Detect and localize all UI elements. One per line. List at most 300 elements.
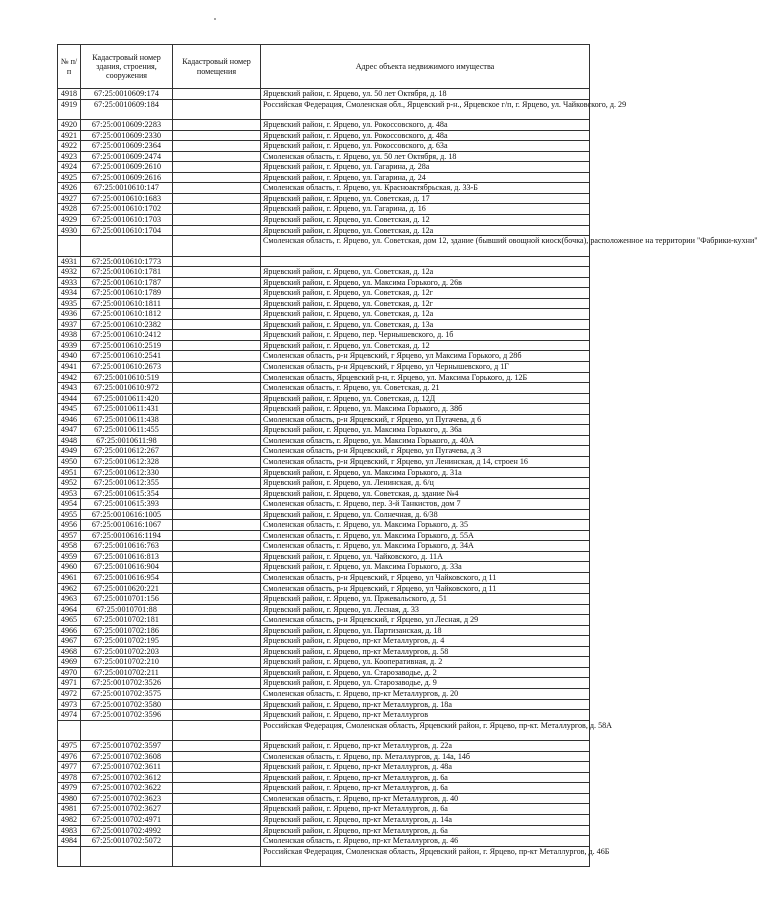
cadastral-building: 67:25:0010610:147 bbox=[81, 183, 173, 194]
cadastral-building: 67:25:0010609:2474 bbox=[81, 151, 173, 162]
row-number: 4964 bbox=[58, 604, 81, 615]
row-number: 4942 bbox=[58, 372, 81, 383]
row-number: 4926 bbox=[58, 183, 81, 194]
address: Ярцевский район, г. Ярцево, ул. Максима Горького, д. 26в bbox=[261, 277, 590, 288]
cadastral-room bbox=[173, 509, 261, 520]
row-number: 4943 bbox=[58, 383, 81, 394]
cadastral-building: 67:25:0010610:1683 bbox=[81, 193, 173, 204]
table-row bbox=[58, 720, 590, 741]
address: Ярцевский район, г. Ярцево, ул. Гагарина, д. 16 bbox=[261, 204, 590, 215]
row-number: 4983 bbox=[58, 825, 81, 836]
cadastral-building: 67:25:0010620:221 bbox=[81, 583, 173, 594]
table-body bbox=[58, 89, 758, 867]
cadastral-room bbox=[173, 456, 261, 467]
cadastral-room bbox=[173, 499, 261, 510]
table-row bbox=[58, 340, 590, 351]
table-row bbox=[58, 256, 590, 267]
cadastral-building: 67:25:0010611:420 bbox=[81, 393, 173, 404]
address: Смоленская область, г. Ярцево, пр. Металлургов, д. 14а, 14б bbox=[261, 751, 590, 762]
address: Смоленская область, г. Ярцево, ул. Максима Горького, д. 55А bbox=[261, 530, 590, 541]
row-number bbox=[58, 236, 81, 257]
row-number: 4972 bbox=[58, 688, 81, 699]
table-row bbox=[58, 551, 590, 562]
row-number: 4958 bbox=[58, 541, 81, 552]
cadastral-room bbox=[173, 636, 261, 647]
row-number: 4956 bbox=[58, 520, 81, 531]
table-row bbox=[58, 741, 590, 752]
address: Смоленская область, г. Ярцево, пр-кт Металлургов, д. 40 bbox=[261, 793, 590, 804]
row-number: 4969 bbox=[58, 657, 81, 668]
table-row bbox=[58, 699, 590, 710]
cadastral-room bbox=[173, 446, 261, 457]
table-row bbox=[58, 825, 590, 836]
row-number: 4920 bbox=[58, 120, 81, 131]
address: Ярцевский район, г. Ярцево, ул. Рокоссовского, д. 48а bbox=[261, 130, 590, 141]
row-number: 4977 bbox=[58, 762, 81, 773]
cadastral-building: 67:25:0010702:4971 bbox=[81, 814, 173, 825]
cadastral-room bbox=[173, 425, 261, 436]
cadastral-room bbox=[173, 520, 261, 531]
cadastral-room bbox=[173, 762, 261, 773]
address: Ярцевский район, г. Ярцево, ул. Советская, д. 17 bbox=[261, 193, 590, 204]
cadastral-room bbox=[173, 277, 261, 288]
row-number: 4984 bbox=[58, 836, 81, 847]
address: Ярцевский район, г. Ярцево, пр-кт Металлургов, д. 4 bbox=[261, 636, 590, 647]
cadastral-room bbox=[173, 678, 261, 689]
cadastral-building: 67:25:0010702:4992 bbox=[81, 825, 173, 836]
cadastral-building: 67:25:0010702:186 bbox=[81, 625, 173, 636]
cadastral-room bbox=[173, 836, 261, 847]
table-row bbox=[58, 667, 590, 678]
address: Ярцевский район, г. Ярцево, пр-кт Металлургов, д. 6а bbox=[261, 772, 590, 783]
cadastral-building: 67:25:0010610:1704 bbox=[81, 225, 173, 236]
address: Ярцевский район, г. Ярцево, ул. Советская, д. 12г bbox=[261, 298, 590, 309]
cadastral-building: 67:25:0010702:3622 bbox=[81, 783, 173, 794]
row-number: 4951 bbox=[58, 467, 81, 478]
cadastral-room bbox=[173, 541, 261, 552]
row-number: 4939 bbox=[58, 340, 81, 351]
cadastral-room bbox=[173, 256, 261, 267]
address: Ярцевский район, г. Ярцево, ул. Старозаводье, д. 2 bbox=[261, 667, 590, 678]
cadastral-room bbox=[173, 615, 261, 626]
address: Смоленская область, р-н Ярцевский, г Ярцево, ул Чернышевского, д 1Г bbox=[261, 362, 590, 373]
table-row bbox=[58, 435, 590, 446]
address: Российская Федерация, Смоленская область, Ярцевский район, г. Ярцево, пр-кт Металлургов, д. 46Б bbox=[261, 846, 590, 867]
cadastral-building: 67:25:0010610:1781 bbox=[81, 267, 173, 278]
address: Смоленская область, г. Ярцево, ул. 50 лет Октября, д. 18 bbox=[261, 151, 590, 162]
row-number bbox=[58, 720, 81, 741]
address: Ярцевский район, г. Ярцево, ул. Максима Горького, д. 38б bbox=[261, 404, 590, 415]
table-row bbox=[58, 162, 590, 173]
cadastral-building: 67:25:0010702:203 bbox=[81, 646, 173, 657]
cadastral-room bbox=[173, 562, 261, 573]
table-row bbox=[58, 678, 590, 689]
cadastral-building: 67:25:0010610:2382 bbox=[81, 319, 173, 330]
cadastral-room bbox=[173, 151, 261, 162]
address: Смоленская область, г. Ярцево, пер. 3-й Танкистов, дом 7 bbox=[261, 499, 590, 510]
cadastral-building: 67:25:0010701:88 bbox=[81, 604, 173, 615]
row-number: 4934 bbox=[58, 288, 81, 299]
cadastral-building: 67:25:0010702:211 bbox=[81, 667, 173, 678]
table-row bbox=[58, 530, 590, 541]
row-number: 4963 bbox=[58, 594, 81, 605]
row-number: 4924 bbox=[58, 162, 81, 173]
table-row bbox=[58, 804, 590, 815]
row-number: 4927 bbox=[58, 193, 81, 204]
address: Смоленская область, г. Ярцево, ул. Красноактябрьская, д. 33-Б bbox=[261, 183, 590, 194]
cadastral-room bbox=[173, 572, 261, 583]
property-register-table bbox=[57, 44, 758, 867]
cadastral-building: 67:25:0010702:3596 bbox=[81, 710, 173, 721]
table-row bbox=[58, 225, 590, 236]
row-number: 4980 bbox=[58, 793, 81, 804]
address: Ярцевский район, г. Ярцево, ул. Старозаводье, д. 9 bbox=[261, 678, 590, 689]
cadastral-room bbox=[173, 604, 261, 615]
row-number: 4944 bbox=[58, 393, 81, 404]
cadastral-room bbox=[173, 710, 261, 721]
address: Ярцевский район, г. Ярцево, ул. Советская, д. здание №4 bbox=[261, 488, 590, 499]
table-row bbox=[58, 751, 590, 762]
row-number: 4945 bbox=[58, 404, 81, 415]
header-number: № п/п bbox=[58, 45, 81, 89]
row-number: 4930 bbox=[58, 225, 81, 236]
cadastral-building: 67:25:0010616:954 bbox=[81, 572, 173, 583]
row-number: 4941 bbox=[58, 362, 81, 373]
table-row bbox=[58, 488, 590, 499]
row-number: 4952 bbox=[58, 478, 81, 489]
address: Ярцевский район, г. Ярцево, ул. Лесная, д. 33 bbox=[261, 604, 590, 615]
cadastral-building: 67:25:0010702:3580 bbox=[81, 699, 173, 710]
table-row bbox=[58, 89, 590, 100]
row-number: 4955 bbox=[58, 509, 81, 520]
row-number: 4935 bbox=[58, 298, 81, 309]
cadastral-room bbox=[173, 162, 261, 173]
cadastral-building: 67:25:0010612:267 bbox=[81, 446, 173, 457]
cadastral-room bbox=[173, 393, 261, 404]
cadastral-building: 67:25:0010616:1194 bbox=[81, 530, 173, 541]
address: Ярцевский район, г. Ярцево, пр-кт Металлургов bbox=[261, 710, 590, 721]
table-row bbox=[58, 509, 590, 520]
cadastral-building: 67:25:0010610:519 bbox=[81, 372, 173, 383]
table-row bbox=[58, 362, 590, 373]
table-row bbox=[58, 562, 590, 573]
cadastral-building: 67:25:0010609:2364 bbox=[81, 141, 173, 152]
cadastral-room bbox=[173, 594, 261, 605]
cadastral-building: 67:25:0010609:174 bbox=[81, 89, 173, 100]
address: Ярцевский район, г. Ярцево, пр-кт Металлургов, д. 6а bbox=[261, 804, 590, 815]
cadastral-building bbox=[81, 846, 173, 867]
cadastral-building bbox=[81, 720, 173, 741]
address: Ярцевский район, г. Ярцево, ул. Максима Горького, д. 31а bbox=[261, 467, 590, 478]
row-number: 4937 bbox=[58, 319, 81, 330]
cadastral-room bbox=[173, 351, 261, 362]
address: Ярцевский район, г. Ярцево, ул. Советская, д. 12г bbox=[261, 288, 590, 299]
table-row bbox=[58, 120, 590, 131]
table-row bbox=[58, 646, 590, 657]
row-number: 4982 bbox=[58, 814, 81, 825]
row-number: 4940 bbox=[58, 351, 81, 362]
row-number: 4957 bbox=[58, 530, 81, 541]
row-number: 4960 bbox=[58, 562, 81, 573]
cadastral-building: 67:25:0010616:904 bbox=[81, 562, 173, 573]
cadastral-room bbox=[173, 435, 261, 446]
cadastral-room bbox=[173, 625, 261, 636]
address: Смоленская область, г. Ярцево, пр-кт Металлургов, д. 20 bbox=[261, 688, 590, 699]
cadastral-building: 67:25:0010610:2673 bbox=[81, 362, 173, 373]
address: Ярцевский район, г. Ярцево, пр-кт Металлургов, д. 6а bbox=[261, 825, 590, 836]
cadastral-building: 67:25:0010616:813 bbox=[81, 551, 173, 562]
address: Ярцевский район, г. Ярцево, пр-кт Металлургов, д. 18а bbox=[261, 699, 590, 710]
row-number: 4981 bbox=[58, 804, 81, 815]
cadastral-room bbox=[173, 309, 261, 320]
table-row bbox=[58, 446, 590, 457]
address: Ярцевский район, г. Ярцево, ул. Гагарина, д. 28а bbox=[261, 162, 590, 173]
address: Российская Федерация, Смоленская область, Ярцевский район, г. Ярцево, пр-кт. Металлургов, д. 58А bbox=[261, 720, 590, 741]
table-row bbox=[58, 172, 590, 183]
cadastral-room bbox=[173, 340, 261, 351]
row-number: 4965 bbox=[58, 615, 81, 626]
cadastral-room bbox=[173, 772, 261, 783]
table-row bbox=[58, 456, 590, 467]
row-number: 4954 bbox=[58, 499, 81, 510]
cadastral-room bbox=[173, 530, 261, 541]
address: Смоленская область, р-н Ярцевский, г Ярцево, ул Лесная, д 29 bbox=[261, 615, 590, 626]
table-row bbox=[58, 541, 590, 552]
row-number: 4918 bbox=[58, 89, 81, 100]
table-row bbox=[58, 710, 590, 721]
address: Смоленская область, р-н Ярцевский, г Ярцево, ул Пугачева, д 3 bbox=[261, 446, 590, 457]
cadastral-room bbox=[173, 362, 261, 373]
table-row bbox=[58, 288, 590, 299]
cadastral-building: 67:25:0010702:3612 bbox=[81, 772, 173, 783]
cadastral-room bbox=[173, 141, 261, 152]
row-number: 4947 bbox=[58, 425, 81, 436]
table-row bbox=[58, 183, 590, 194]
cadastral-room bbox=[173, 214, 261, 225]
cadastral-building: 67:25:0010702:210 bbox=[81, 657, 173, 668]
row-number: 4970 bbox=[58, 667, 81, 678]
cadastral-room bbox=[173, 383, 261, 394]
row-number: 4978 bbox=[58, 772, 81, 783]
cadastral-building: 67:25:0010610:1789 bbox=[81, 288, 173, 299]
table-row bbox=[58, 141, 590, 152]
table-row bbox=[58, 151, 590, 162]
table-row bbox=[58, 414, 590, 425]
cadastral-room bbox=[173, 467, 261, 478]
cadastral-building: 67:25:0010611:455 bbox=[81, 425, 173, 436]
cadastral-building: 67:25:0010610:1703 bbox=[81, 214, 173, 225]
cadastral-building: 67:25:0010610:972 bbox=[81, 383, 173, 394]
cadastral-room bbox=[173, 298, 261, 309]
cadastral-room bbox=[173, 172, 261, 183]
table-row bbox=[58, 309, 590, 320]
row-number: 4929 bbox=[58, 214, 81, 225]
cadastral-room bbox=[173, 319, 261, 330]
cadastral-room bbox=[173, 267, 261, 278]
cadastral-building: 67:25:0010612:328 bbox=[81, 456, 173, 467]
cadastral-room bbox=[173, 783, 261, 794]
cadastral-building: 67:25:0010612:355 bbox=[81, 478, 173, 489]
cadastral-building: 67:25:0010616:1067 bbox=[81, 520, 173, 531]
table-row bbox=[58, 520, 590, 531]
row-number: 4919 bbox=[58, 99, 81, 120]
table-row bbox=[58, 214, 590, 225]
row-number: 4973 bbox=[58, 699, 81, 710]
table-row bbox=[58, 625, 590, 636]
address: Ярцевский район, г. Ярцево, ул. Советская, д. 13а bbox=[261, 319, 590, 330]
row-number: 4946 bbox=[58, 414, 81, 425]
table-row bbox=[58, 383, 590, 394]
table-row bbox=[58, 604, 590, 615]
address bbox=[261, 256, 590, 267]
row-number: 4962 bbox=[58, 583, 81, 594]
table-row bbox=[58, 99, 590, 120]
row-number: 4922 bbox=[58, 141, 81, 152]
cadastral-building: 67:25:0010702:5072 bbox=[81, 836, 173, 847]
cadastral-room bbox=[173, 720, 261, 741]
row-number: 4961 bbox=[58, 572, 81, 583]
row-number bbox=[58, 846, 81, 867]
table-row bbox=[58, 499, 590, 510]
address: Смоленская область, р-н Ярцевский, г Ярцево, ул Максима Горького, д 28б bbox=[261, 351, 590, 362]
address: Ярцевский район, г. Ярцево, пр-кт Металлургов, д. 14а bbox=[261, 814, 590, 825]
row-number: 4933 bbox=[58, 277, 81, 288]
row-number: 4938 bbox=[58, 330, 81, 341]
cadastral-room bbox=[173, 657, 261, 668]
address: Ярцевский район, г. Ярцево, пер. Чернышевского, д. 1б bbox=[261, 330, 590, 341]
row-number: 4948 bbox=[58, 435, 81, 446]
address: Смоленская область, г. Ярцево, ул. Советская, д. 21 bbox=[261, 383, 590, 394]
cadastral-building: 67:25:0010616:763 bbox=[81, 541, 173, 552]
address: Ярцевский район, г. Ярцево, ул. Советская, д. 12Д bbox=[261, 393, 590, 404]
address: Ярцевский район, г. Ярцево, ул. Советская, д. 12а bbox=[261, 267, 590, 278]
cadastral-building: 67:25:0010610:1812 bbox=[81, 309, 173, 320]
table-row bbox=[58, 478, 590, 489]
cadastral-room bbox=[173, 204, 261, 215]
row-number: 4923 bbox=[58, 151, 81, 162]
address: Ярцевский район, г. Ярцево, ул. Советская, д. 12 bbox=[261, 340, 590, 351]
address: Смоленская область, г. Ярцево, ул. Максима Горького, д. 35 bbox=[261, 520, 590, 531]
address: Смоленская область, р-н Ярцевский, г Ярцево, ул Ленинская, д 14, строен 16 bbox=[261, 456, 590, 467]
cadastral-room bbox=[173, 183, 261, 194]
address: Ярцевский район, г. Ярцево, ул. Кооперативная, д. 2 bbox=[261, 657, 590, 668]
cadastral-building: 67:25:0010616:1005 bbox=[81, 509, 173, 520]
cadastral-building: 67:25:0010615:393 bbox=[81, 499, 173, 510]
cadastral-room bbox=[173, 478, 261, 489]
table-row bbox=[58, 594, 590, 605]
address: Смоленская область, г. Ярцево, ул. Максима Горького, д. 34А bbox=[261, 541, 590, 552]
address: Смоленская область, г. Ярцево, ул. Максима Горького, д. 40А bbox=[261, 435, 590, 446]
table-row bbox=[58, 425, 590, 436]
address: Ярцевский район, г. Ярцево, пр-кт Металлургов, д. 58 bbox=[261, 646, 590, 657]
cadastral-room bbox=[173, 120, 261, 131]
cadastral-building: 67:25:0010609:2330 bbox=[81, 130, 173, 141]
table-row bbox=[58, 404, 590, 415]
cadastral-room bbox=[173, 288, 261, 299]
address: Ярцевский район, г. Ярцево, ул. 50 лет Октября, д. 18 bbox=[261, 89, 590, 100]
address: Ярцевский район, г. Ярцево, ул. Пржевальского, д. 51 bbox=[261, 594, 590, 605]
address: Ярцевский район, г. Ярцево, ул. Рокоссовского, д. 48а bbox=[261, 120, 590, 131]
cadastral-room bbox=[173, 330, 261, 341]
cadastral-building: 67:25:0010610:1702 bbox=[81, 204, 173, 215]
table-row bbox=[58, 467, 590, 478]
cadastral-room bbox=[173, 846, 261, 867]
address: Смоленская область, г. Ярцево, ул. Советская, дом 12, здание (бывший овощной киоск(бочка), расположенное на территории "Фабрики-кухни" bbox=[261, 236, 590, 257]
cadastral-room bbox=[173, 404, 261, 415]
cadastral-building: 67:25:0010702:3575 bbox=[81, 688, 173, 699]
cadastral-building: 67:25:0010610:2541 bbox=[81, 351, 173, 362]
table-row bbox=[58, 836, 590, 847]
cadastral-building: 67:25:0010702:3611 bbox=[81, 762, 173, 773]
table-row bbox=[58, 330, 590, 341]
cadastral-building: 67:25:0010609:2610 bbox=[81, 162, 173, 173]
cadastral-room bbox=[173, 414, 261, 425]
table-row bbox=[58, 636, 590, 647]
cadastral-building: 67:25:0010609:184 bbox=[81, 99, 173, 120]
cadastral-room bbox=[173, 751, 261, 762]
cadastral-building: 67:25:0010609:2616 bbox=[81, 172, 173, 183]
address: Ярцевский район, г. Ярцево, ул. Советская, д. 12 bbox=[261, 214, 590, 225]
cadastral-room bbox=[173, 488, 261, 499]
address: Ярцевский район, г. Ярцево, ул. Максима Горького, д. 36а bbox=[261, 425, 590, 436]
address: Ярцевский район, г. Ярцево, пр-кт Металлургов, д. 6а bbox=[261, 783, 590, 794]
cadastral-building: 67:25:0010702:3526 bbox=[81, 678, 173, 689]
table-row bbox=[58, 783, 590, 794]
table-row bbox=[58, 572, 590, 583]
address: Российская Федерация, Смоленская обл., Ярцевский р-н., Ярцевское г/п, г. Ярцево, ул. Чайковского, д. 29 bbox=[261, 99, 590, 120]
table-row bbox=[58, 615, 590, 626]
cadastral-room bbox=[173, 825, 261, 836]
address: Ярцевский район, г. Ярцево, ул. Советская, д. 12а bbox=[261, 225, 590, 236]
address: Смоленская область, г. Ярцево, пр-кт Металлургов, д. 46 bbox=[261, 836, 590, 847]
scan-speck bbox=[214, 18, 216, 20]
cadastral-building: 67:25:0010610:2412 bbox=[81, 330, 173, 341]
cadastral-room bbox=[173, 583, 261, 594]
table-row bbox=[58, 814, 590, 825]
address: Смоленская область, р-н Ярцевский, г Ярцево, ул Чайковского, д 11 bbox=[261, 572, 590, 583]
table-row bbox=[58, 193, 590, 204]
cadastral-building: 67:25:0010611:98 bbox=[81, 435, 173, 446]
address: Ярцевский район, г. Ярцево, ул. Ленинская, д. 6/ц bbox=[261, 478, 590, 489]
address: Ярцевский район, г. Ярцево, ул. Чайковского, д. 11А bbox=[261, 551, 590, 562]
row-number: 4950 bbox=[58, 456, 81, 467]
address: Ярцевский район, г. Ярцево, пр-кт Металлургов, д. 22а bbox=[261, 741, 590, 752]
address: Ярцевский район, г. Ярцево, ул. Максима Горького, д. 33а bbox=[261, 562, 590, 573]
table-row bbox=[58, 762, 590, 773]
cadastral-building: 67:25:0010610:2519 bbox=[81, 340, 173, 351]
address: Ярцевский район, г. Ярцево, ул. Рокоссовского, д. 63а bbox=[261, 141, 590, 152]
address: Ярцевский район, г. Ярцево, пр-кт Металлургов, д. 48а bbox=[261, 762, 590, 773]
cadastral-building: 67:25:0010609:2283 bbox=[81, 120, 173, 131]
table-row bbox=[58, 657, 590, 668]
cadastral-room bbox=[173, 688, 261, 699]
cadastral-room bbox=[173, 372, 261, 383]
row-number: 4953 bbox=[58, 488, 81, 499]
row-number: 4921 bbox=[58, 130, 81, 141]
cadastral-room bbox=[173, 551, 261, 562]
table-row bbox=[58, 267, 590, 278]
table-header-row bbox=[58, 45, 590, 89]
cadastral-room bbox=[173, 193, 261, 204]
header-cadastral-room: Кадастровый номер помещения bbox=[173, 45, 261, 89]
row-number: 4925 bbox=[58, 172, 81, 183]
address: Ярцевский район, г. Ярцево, ул. Солнечная, д. 6/38 bbox=[261, 509, 590, 520]
row-number: 4928 bbox=[58, 204, 81, 215]
table-row bbox=[58, 372, 590, 383]
table-row bbox=[58, 204, 590, 215]
table-row bbox=[58, 583, 590, 594]
cadastral-building: 67:25:0010701:156 bbox=[81, 594, 173, 605]
